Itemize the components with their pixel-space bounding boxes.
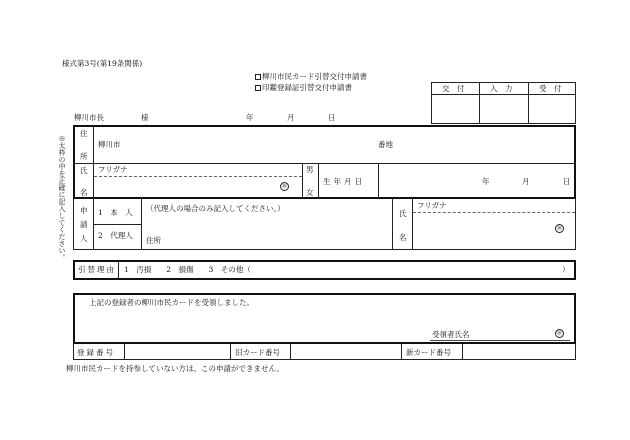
requester-label-3: 人 bbox=[80, 234, 88, 243]
checkbox-citizen-card[interactable] bbox=[255, 74, 261, 80]
requester-label-2: 請 bbox=[80, 220, 88, 229]
new-card-field[interactable] bbox=[463, 345, 575, 359]
addressee-honorific: 様 bbox=[141, 113, 149, 122]
title-citizen-card: 柳川市民カード引替交付申請書 bbox=[255, 73, 367, 81]
proxy-name-label-1: 氏 bbox=[399, 209, 407, 218]
applicant-seal-icon: ㊞ bbox=[281, 184, 288, 190]
reg-number-label: 登録番号 bbox=[77, 348, 115, 357]
office-header-issue: 交 付 bbox=[442, 84, 465, 93]
date-month-label: 月 bbox=[287, 113, 295, 122]
title-seal-registration: 印鑑登録証引替交付申請書 bbox=[255, 84, 352, 92]
office-cell-accept[interactable] bbox=[529, 95, 575, 123]
dob-field[interactable] bbox=[379, 164, 574, 197]
side-note: ※太枠の中を正確に記入してください。 bbox=[58, 135, 66, 261]
name-label-1: 氏 bbox=[80, 166, 88, 175]
reason-close-paren: ） bbox=[562, 265, 570, 274]
dob-month: 月 bbox=[522, 177, 530, 186]
office-cell-input[interactable] bbox=[480, 95, 528, 123]
requester-option-self[interactable]: 1 本 人 bbox=[98, 208, 133, 217]
dob-year: 年 bbox=[482, 177, 490, 186]
receiver-label: 受領者氏名 bbox=[432, 330, 470, 339]
address-label-2: 所 bbox=[80, 152, 88, 161]
proxy-furigana-label: フリガナ bbox=[417, 201, 447, 210]
proxy-seal-icon: ㊞ bbox=[556, 226, 563, 232]
addressee-mayor: 柳川市長 bbox=[74, 113, 104, 122]
date-day-label: 日 bbox=[328, 113, 336, 122]
old-card-field[interactable] bbox=[291, 345, 401, 359]
name-field[interactable] bbox=[94, 164, 302, 197]
name-furigana-label: フリガナ bbox=[98, 165, 128, 174]
proxy-name-label-2: 名 bbox=[399, 233, 407, 242]
new-card-label: 新カード番号 bbox=[406, 348, 451, 357]
receiver-name-field[interactable] bbox=[470, 327, 555, 339]
address-field[interactable] bbox=[94, 127, 574, 162]
proxy-address-field[interactable] bbox=[142, 214, 392, 249]
sex-female[interactable]: 女 bbox=[306, 188, 314, 197]
proxy-address-label: 住所 bbox=[146, 236, 161, 245]
requester-option-proxy[interactable]: 2 代理人 bbox=[98, 231, 133, 240]
proxy-name-field[interactable] bbox=[413, 200, 575, 249]
checkbox-seal-registration[interactable] bbox=[255, 85, 261, 91]
date-year-label: 年 bbox=[246, 113, 254, 122]
name-label-2: 名 bbox=[80, 188, 88, 197]
requester-label-1: 申 bbox=[80, 206, 88, 215]
address-label-1: 住 bbox=[80, 129, 88, 138]
sex-male[interactable]: 男 bbox=[306, 165, 314, 174]
office-cell-issue[interactable] bbox=[432, 95, 479, 123]
address-city: 柳川市 bbox=[98, 140, 121, 149]
dob-label: 生年月日 bbox=[323, 177, 365, 186]
receiver-seal-icon: ㊞ bbox=[556, 331, 563, 337]
receipt-text: 上記の登録者の柳川市民カードを受領しました。 bbox=[89, 298, 254, 307]
reason-options[interactable]: 1 汚損 2 損傷 3 その他（ bbox=[124, 265, 251, 274]
footer-note: 柳川市民カードを持参していない方は、この申請ができません。 bbox=[66, 364, 284, 373]
form-number: 様式第3号(第19条関係) bbox=[62, 59, 143, 68]
reason-label: 引替理由 bbox=[78, 265, 116, 274]
office-header-accept: 受 付 bbox=[539, 84, 562, 93]
old-card-label: 旧カード番号 bbox=[235, 348, 280, 357]
reg-number-field[interactable] bbox=[125, 345, 230, 359]
office-header-input: 入 力 bbox=[490, 84, 513, 93]
address-banchi: 番地 bbox=[378, 140, 393, 149]
dob-day: 日 bbox=[563, 177, 571, 186]
proxy-note: （代理人の場合のみ記入してください。） bbox=[146, 204, 285, 213]
